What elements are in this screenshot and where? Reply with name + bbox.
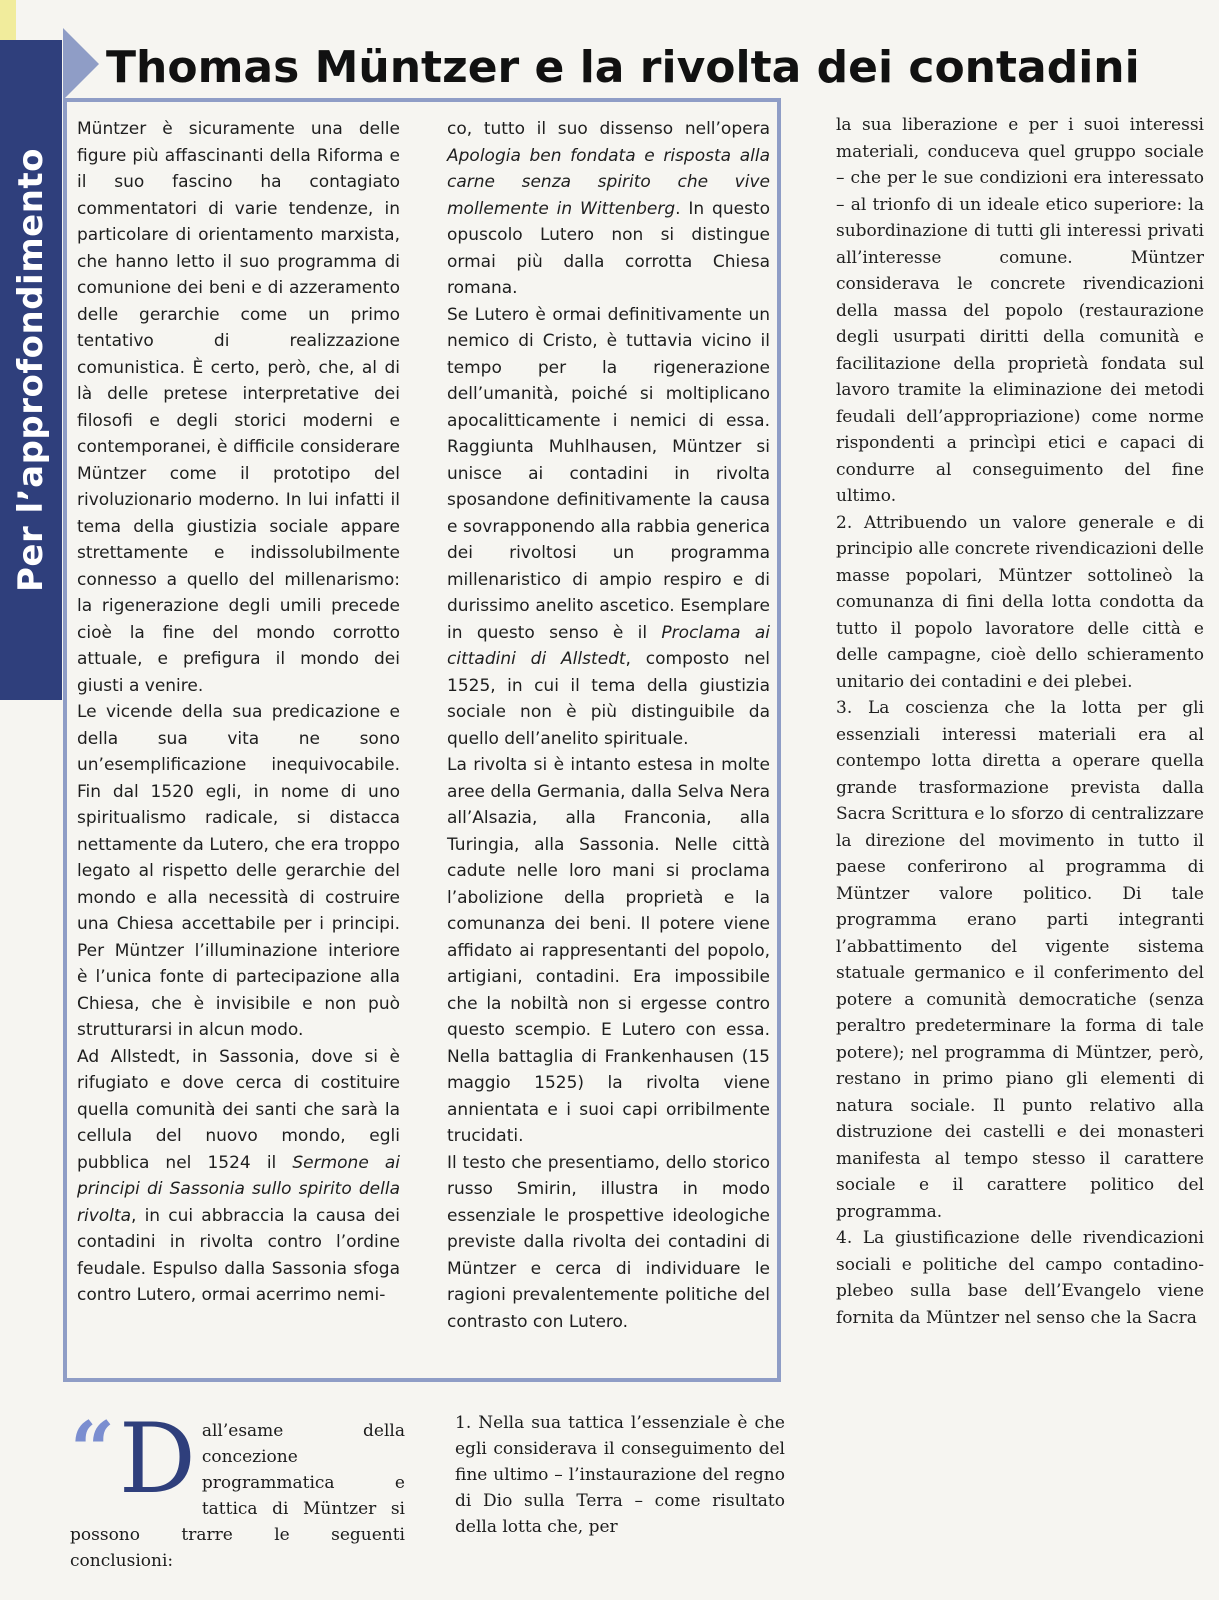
paragraph: 2. Attribuendo un valore generale e di principio alle concrete rivendicazioni delle masse popolari, Müntzer sottolineò la comunanza di fini della lotta condotta da tutto il popolo lavoratore delle città e delle campagne, cioè dello schieramento unitario dei contadini e dei plebei.	[836, 512, 1204, 692]
paragraph: 1. Nella sua tattica l’essenziale è che egli considerava il conseguimento del fine ultimo – l’instaurazione del regno di Dio sulla Terra – come risultato della lotta che, per	[455, 1413, 785, 1537]
paragraph	[77, 1044, 400, 1309]
text-run: . In questo opuscolo Lutero non si distingue ormai più dalla corrotta Chiesa romana.	[447, 198, 771, 298]
quote-mark-icon: “	[70, 1405, 115, 1496]
italic-work-title: Apologia ben fondata e risposta alla carne senza spirito che vive mollemente in Wittenberg	[447, 145, 770, 219]
paragraph: La rivolta si è intanto estesa in molte aree della Germania, dalla Selva Nera all’Alsazia, alla Franconia, alla Turingia, alla Sassonia. Nelle città cadute nelle loro mani si proclama l’abolizione della proprietà e la comunanza dei beni. Il potere viene affidato ai rappresentanti del popolo, artigiani, contadini. Era impossibile che la nobiltà non si ergesse contro questo scempio. E Lutero con essa. Nella battaglia di Frankenhausen (15 maggio 1525) la rivolta viene annientata e i suoi capi orribilmente trucidati.	[447, 755, 770, 1146]
page-title: Thomas Müntzer e la rivolta dei contadini	[106, 42, 1140, 93]
quote-text: all’esame della concezione programmatica e tattica di Müntzer si possono trarre le seguenti conclusioni:	[70, 1421, 405, 1571]
drop-cap: D	[118, 1403, 196, 1515]
paragraph: la sua liberazione e per i suoi interessi materiali, conduceva quel gruppo sociale – che per le sue condizioni era interessato – al trionfo di un ideale etico superiore: la subordinazione di tutti gli interessi privati all’interesse comune. Müntzer considerava le concrete rivendicazioni della massa del popolo (restaurazione degli usurpati diritti della comunità e facilitazione della proprietà fondata sul lavoro tramite la eliminazione dei metodi feudali dell’appropriazione) come norme rispondenti a princìpi etici e capaci di condurre al conseguimento del fine ultimo.	[836, 115, 1204, 506]
sidebar-label: Per l’approfondimento	[11, 147, 51, 593]
paragraph	[447, 116, 770, 302]
text-run: Se Lutero è ormai definitivamente un nemico di Cristo, è tuttavia vicino il tempo per la rigenerazione dell’umanità, poiché si moltiplicano apocalitticamente i nemici di essa. Raggiunta Muhlhausen, Müntzer si unisce ai contadini in rivolta sposandone definitivamente la causa e sovrapponendo alla rabbia generica dei rivoltosi un programma millenaristico di ampio respiro e di durissimo anelito ascetico. Esemplare in questo senso è il	[447, 304, 770, 643]
main-column-3	[836, 112, 1204, 1331]
text-run: co, tutto il suo dissenso nell’opera	[447, 119, 770, 139]
intro-column-1	[77, 116, 400, 1309]
quote-column	[70, 1403, 405, 1574]
text-run: , composto nel 1525, in cui il tema della giustizia sociale non è più distinguibile da quello dell’anelito spirituale.	[447, 649, 771, 749]
paragraph: 4. La giustificazione delle rivendicazioni sociali e politiche del campo contadino-plebeo sulla base dell’Evangelo viene fornita da Müntzer nel senso che la Sacra	[836, 1228, 1204, 1328]
italic-work-title: Sermone ai principi di Sassonia sullo spirito della rivolta	[77, 1152, 400, 1226]
text-run: , in cui abbraccia la causa dei contadini in rivolta contro l’ordine feudale. Espulso dalla Sassonia sfoga contro Lutero, ormai acerrimo nemi-	[77, 1205, 400, 1305]
sidebar-band	[0, 40, 62, 700]
paragraph: Il testo che presentiamo, dello storico russo Smirin, illustra in modo essenziale le prospettive ideologiche previste dalla rivolta dei contadini di Müntzer e cerca di individuare le ragioni prevalentemente politiche del contrasto con Lutero.	[447, 1152, 770, 1332]
text-run: Ad Allstedt, in Sassonia, dove si è rifugiato e dove cerca di costituire quella comunità dei santi che sarà la cellula del nuovo mondo, egli pubblica nel 1524 il	[77, 1046, 400, 1173]
italic-work-title: Proclama ai cittadini di Allstedt	[447, 622, 770, 669]
paragraph: Le vicende della sua predicazione e della sua vita ne sono un’esemplificazione inequivocabile. Fin dal 1520 egli, in nome di uno spiritualismo radicale, si distacca nettamente da Lutero, che era troppo legato al rispetto delle gerarchie del mondo e alla necessità di costruire una Chiesa accettabile per i principi. Per Müntzer l’illuminazione interiore è l’unica fonte di partecipazione alla Chiesa, che è invisibile e non può strutturarsi in alcun modo.	[77, 702, 400, 1040]
paragraph	[447, 302, 770, 753]
arrow-marker	[63, 28, 99, 100]
paragraph: Müntzer è sicuramente una delle figure più affascinanti della Riforma e il suo fascino ha contagiato commentatori di varie tendenze, in particolare di orientamento marxista, che hanno letto il suo programma di comunione dei beni e di azzeramento delle gerarchie come un primo tentativo di realizzazione comunistica. È certo, però, che, al di là delle pretese interpretative dei filosofi e degli storici moderni e contemporanei, è difficile considerare Müntzer come il prototipo del rivoluzionario moderno. In lui infatti il tema della giustizia sociale appare strettamente e indissolubilmente connesso a quello del millenarismo: la rigenerazione degli umili precede cioè la fine del mondo corrotto attuale, e prefigura il mondo dei giusti a venire.	[77, 119, 400, 696]
paragraph: 3. La coscienza che la lotta per gli essenziali interessi materiali era al contempo lotta diretta a operare quella grande trasformazione prevista dalla Sacra Scrittura e lo sforzo di centralizzare la direzione del movimento in tutto il paese conferirono al programma di Müntzer valore politico. Di tale programma erano parti integranti l’abbattimento del vigente sistema statuale germanico e il conferimento del potere a comunità democratiche (senza peraltro predeterminare la forma di tale potere); nel programma di Müntzer, però, restano in primo piano gli elementi di natura sociale. Il punto relativo alla distruzione dei castelli e dei monasteri manifesta al tempo stesso il carattere sociale e il carattere politico del programma.	[836, 698, 1204, 1222]
intro-column-2	[447, 116, 770, 1335]
quote-column-2	[455, 1410, 785, 1540]
